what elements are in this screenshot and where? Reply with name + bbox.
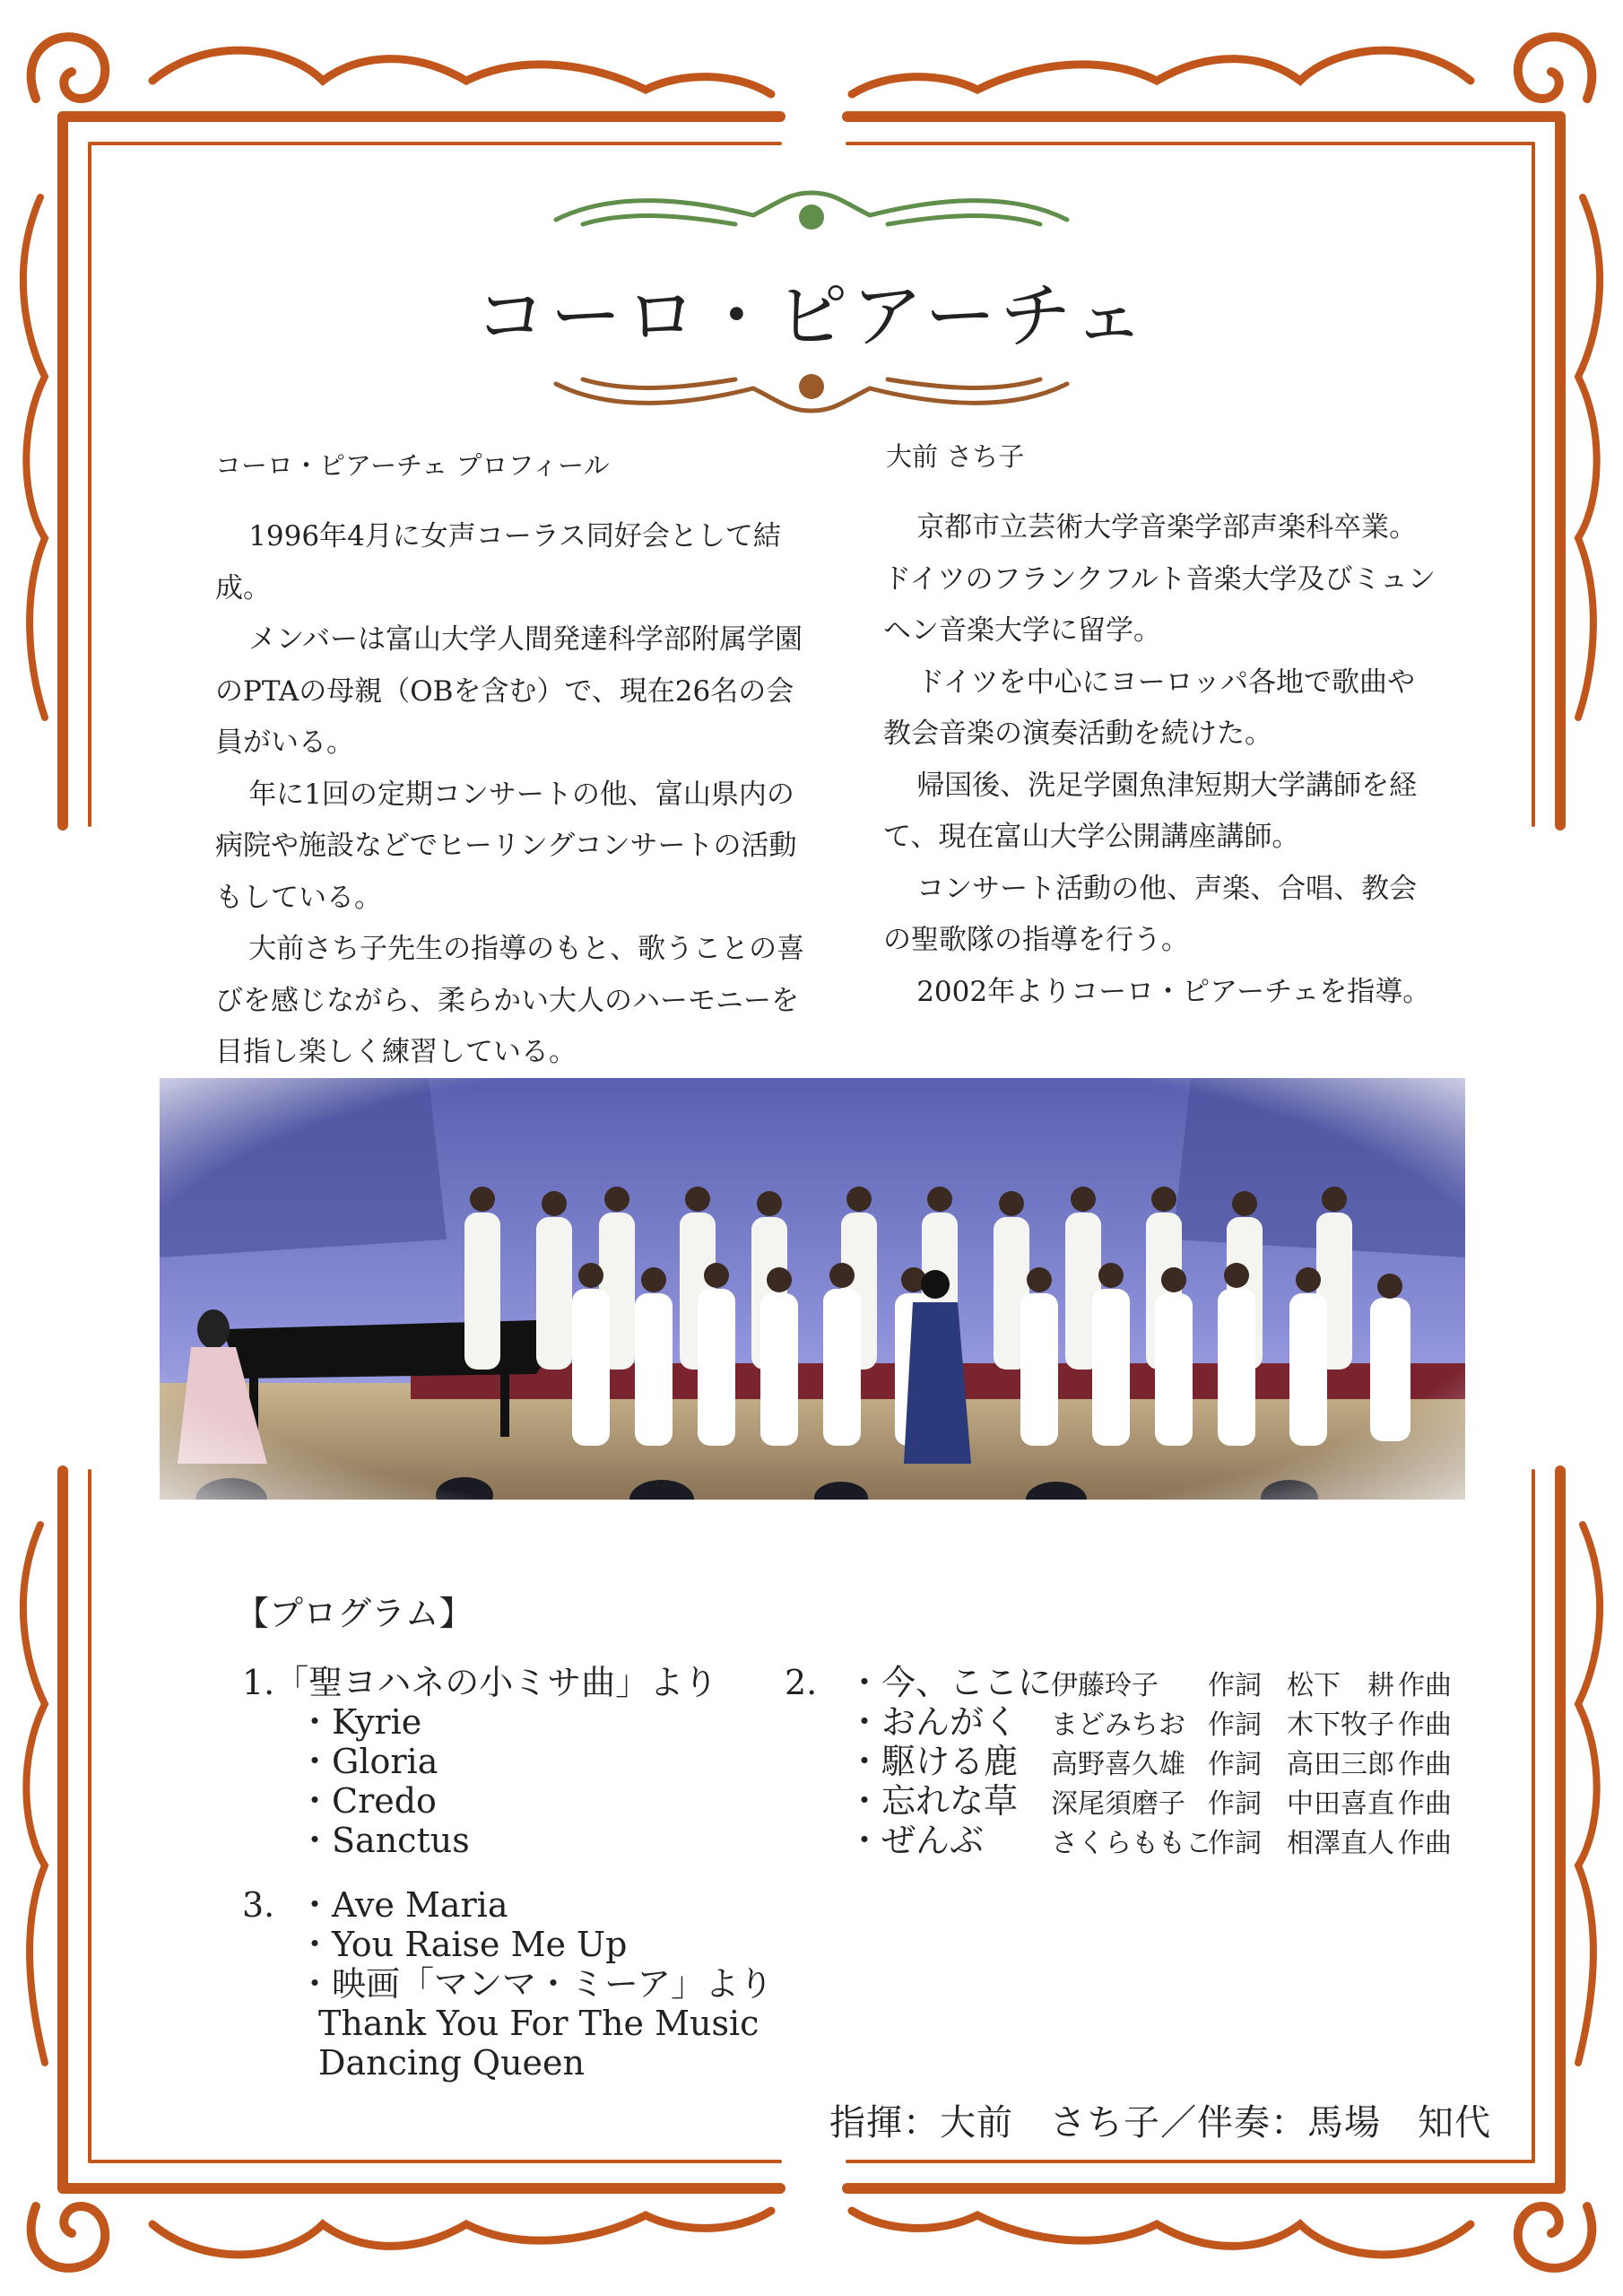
lyricist: 高野喜久雄 <box>1051 1749 1185 1780</box>
lyric-label: 作詞 <box>1208 1709 1262 1741</box>
program-item: ・今、ここに <box>847 1663 1053 1702</box>
conductor-body <box>883 502 1439 1018</box>
program-item: ・ぜんぶ <box>847 1821 985 1860</box>
program-item: ・駆ける鹿 <box>847 1742 1019 1781</box>
credit-row <box>1051 1706 1452 1745</box>
lyricist: まどみちお <box>1051 1709 1185 1741</box>
program-section-2-row <box>785 1663 1052 1702</box>
program-item: ・忘れな草 <box>847 1781 1019 1821</box>
program-section-1-heading <box>242 1663 717 1702</box>
program-section-1 <box>242 1663 717 1860</box>
composer-label: 作曲 <box>1398 1670 1452 1701</box>
composer-label: 作曲 <box>1398 1828 1452 1859</box>
program-item: ・Gloria <box>298 1742 438 1781</box>
lyricist: 深尾須磨子 <box>1051 1788 1185 1820</box>
profile-body <box>215 511 807 1079</box>
program-title: 【プログラム】 <box>235 1594 473 1633</box>
conductor-paragraph: 帰国後、洗足学園魚津短期大学講師を経て、現在富山大学公開講座講師。 <box>883 769 1418 853</box>
lyric-label: 作詞 <box>1208 1670 1262 1701</box>
composer: 木下牧子 <box>1287 1709 1394 1741</box>
composer: 中田喜直 <box>1287 1788 1394 1820</box>
program-section-2 <box>785 1663 1052 1860</box>
conductor-paragraph: 2002年よりコーロ・ピアーチェを指導。 <box>916 975 1431 1008</box>
section-number: 2. <box>785 1663 818 1702</box>
composer: 相澤直人 <box>1287 1828 1394 1859</box>
section-heading: 「聖ヨハネの小ミサ曲」より <box>274 1663 718 1702</box>
conductor-heading: 大前 さち子 <box>886 441 1025 472</box>
credit-row <box>1051 1785 1452 1824</box>
performers-credit: 指揮：大前 さち子／伴奏：馬場 知代 <box>829 2102 1491 2144</box>
program-section-3 <box>242 1885 773 2083</box>
choir-stage-illustration <box>160 1078 1465 1500</box>
program-item: ・Sanctus <box>298 1821 470 1860</box>
profile-paragraph: 1996年4月に女声コーラス同好会として結成。 <box>215 520 781 604</box>
credit-row <box>1051 1824 1452 1864</box>
program-item: Dancing Queen <box>318 2043 585 2083</box>
program-item: ・Credo <box>298 1781 437 1821</box>
lyric-label: 作詞 <box>1208 1828 1262 1859</box>
lyricist: さくらももこ <box>1051 1828 1212 1859</box>
conductor-paragraph: コンサート活動の他、声楽、合唱、教会の聖歌隊の指導を行う。 <box>883 872 1418 956</box>
program-credits <box>1051 1666 1452 1864</box>
section-number: 3. <box>242 1885 275 1925</box>
profile-heading: コーロ・ピアーチェ プロフィール <box>215 450 610 481</box>
conductor-paragraph: ドイツを中心にヨーロッパ各地で歌曲や教会音楽の演奏活動を続けた。 <box>883 665 1416 750</box>
profile-paragraph: 大前さち子先生の指導のもと、歌うことの喜びを感じながら、柔らかい大人のハーモニーを目指し楽しく練習している。 <box>215 933 805 1068</box>
composer: 高田三郎 <box>1287 1749 1394 1780</box>
credit-row <box>1051 1745 1452 1785</box>
lyric-label: 作詞 <box>1208 1749 1262 1780</box>
lyricist: 伊藤玲子 <box>1051 1670 1159 1701</box>
composer-label: 作曲 <box>1398 1749 1452 1780</box>
program-item: ・映画「マンマ・ミーア」より <box>298 1964 774 2004</box>
program-item: ・Kyrie <box>298 1702 422 1742</box>
program-item: Thank You For The Music <box>318 2004 759 2043</box>
lyric-label: 作詞 <box>1208 1788 1262 1820</box>
composer-label: 作曲 <box>1398 1788 1452 1820</box>
choir-photo <box>160 1078 1465 1500</box>
composer: 松下 耕 <box>1287 1670 1394 1701</box>
credit-row <box>1051 1666 1452 1706</box>
profile-paragraph: メンバーは富山大学人間発達科学部附属学園のPTAの母親（OBを含む）で、現在26名の会員がいる。 <box>215 623 803 759</box>
composer-label: 作曲 <box>1398 1709 1452 1741</box>
program-section-3-row <box>242 1885 773 1925</box>
page-title: コーロ・ピアーチェ <box>474 274 1149 358</box>
program-item: ・You Raise Me Up <box>298 1925 628 1964</box>
conductor-paragraph: 京都市立芸術大学音楽学部声楽科卒業。ドイツのフランクフルト音楽大学及びミュンヘン音楽大学に留学。 <box>883 511 1436 647</box>
section-number: 1. <box>242 1663 275 1702</box>
profile-paragraph: 年に1回の定期コンサートの他、富山県内の病院や施設などでヒーリングコンサートの活動もしている。 <box>215 778 797 914</box>
program-item: ・おんがく <box>847 1702 1019 1742</box>
program-item: ・Ave Maria <box>298 1885 508 1925</box>
